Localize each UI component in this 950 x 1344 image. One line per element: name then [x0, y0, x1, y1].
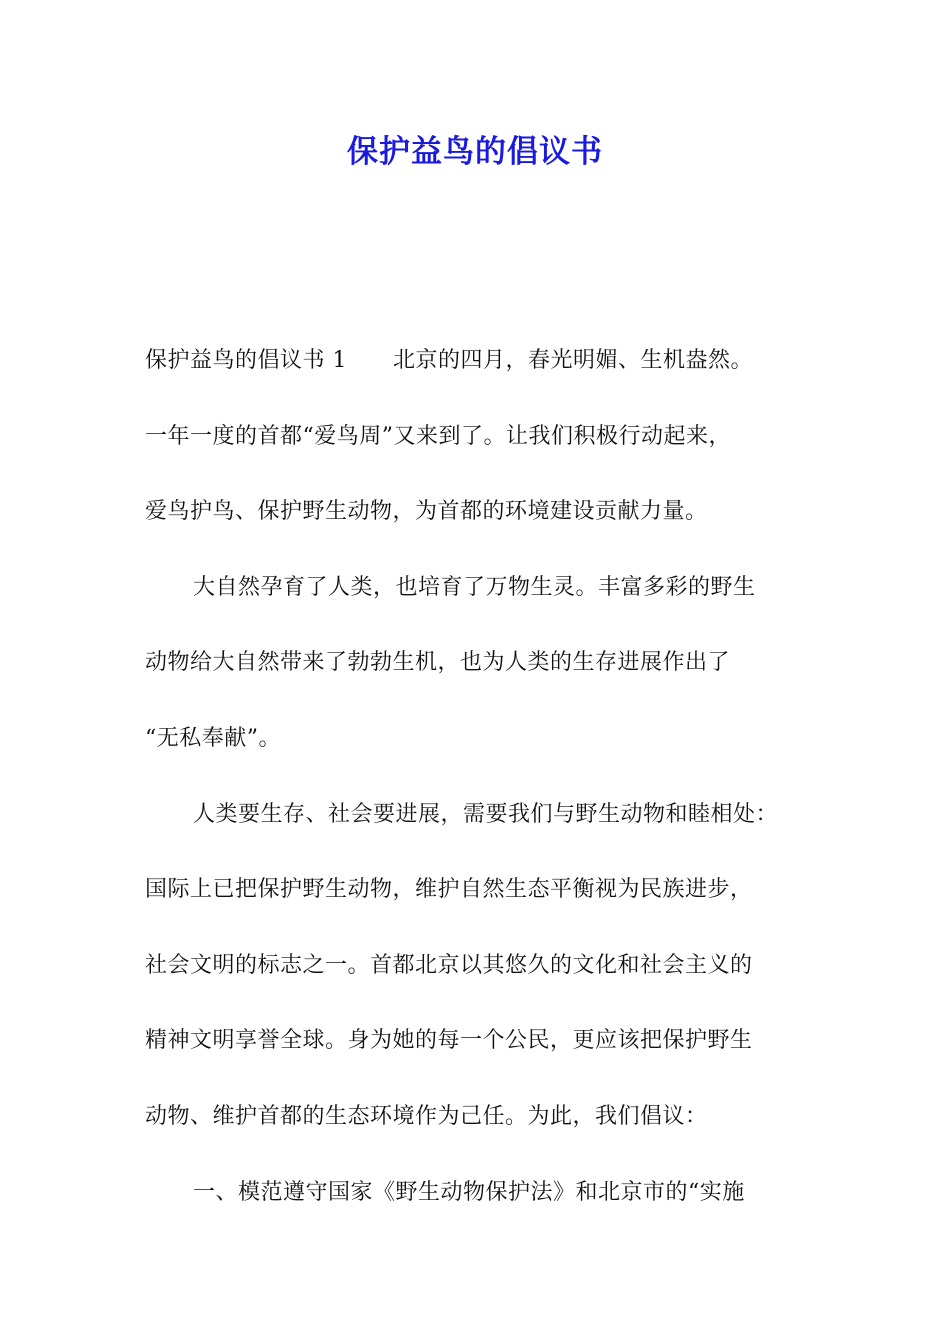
- text-line: 社会文明的标志之一。首都北京以其悠久的文化和社会主义的: [145, 952, 753, 978]
- text-line: “无私奉献”。: [145, 725, 281, 751]
- text-line: 动物给大自然带来了勃勃生机，也为人类的生存进展作出了: [145, 650, 731, 676]
- text-line: [145, 337, 810, 413]
- document-title: 保护益鸟的倡议书: [347, 134, 603, 170]
- paragraph-text: 北京的四月，春光明媚、生机盎然。: [393, 348, 754, 373]
- text-line: 人类要生存、社会要进展，需要我们与野生动物和睦相处：: [193, 801, 779, 827]
- text-line: 精神文明享誉全球。身为她的每一个公民，更应该把保护野生: [145, 1028, 753, 1054]
- text-line: 一、模范遵守国家《野生动物保护法》和北京市的“实施: [193, 1179, 745, 1205]
- text-line: 爱鸟护鸟、保护野生动物，为首都的环境建设贡献力量。: [145, 499, 708, 525]
- text-line: 动物、维护首都的生态环境作为己任。为此，我们倡议：: [145, 1103, 708, 1129]
- document-body: [145, 337, 810, 1244]
- text-line: 大自然孕育了人类，也培育了万物生灵。丰富多彩的野生: [193, 574, 756, 600]
- section-heading-inline: 保护益鸟的倡议书 1: [145, 348, 347, 373]
- text-line: 国际上已把保护野生动物，维护自然生态平衡视为民族进步，: [145, 877, 753, 903]
- text-line: 一年一度的首都“爱鸟周”又来到了。让我们积极行动起来，: [145, 423, 731, 449]
